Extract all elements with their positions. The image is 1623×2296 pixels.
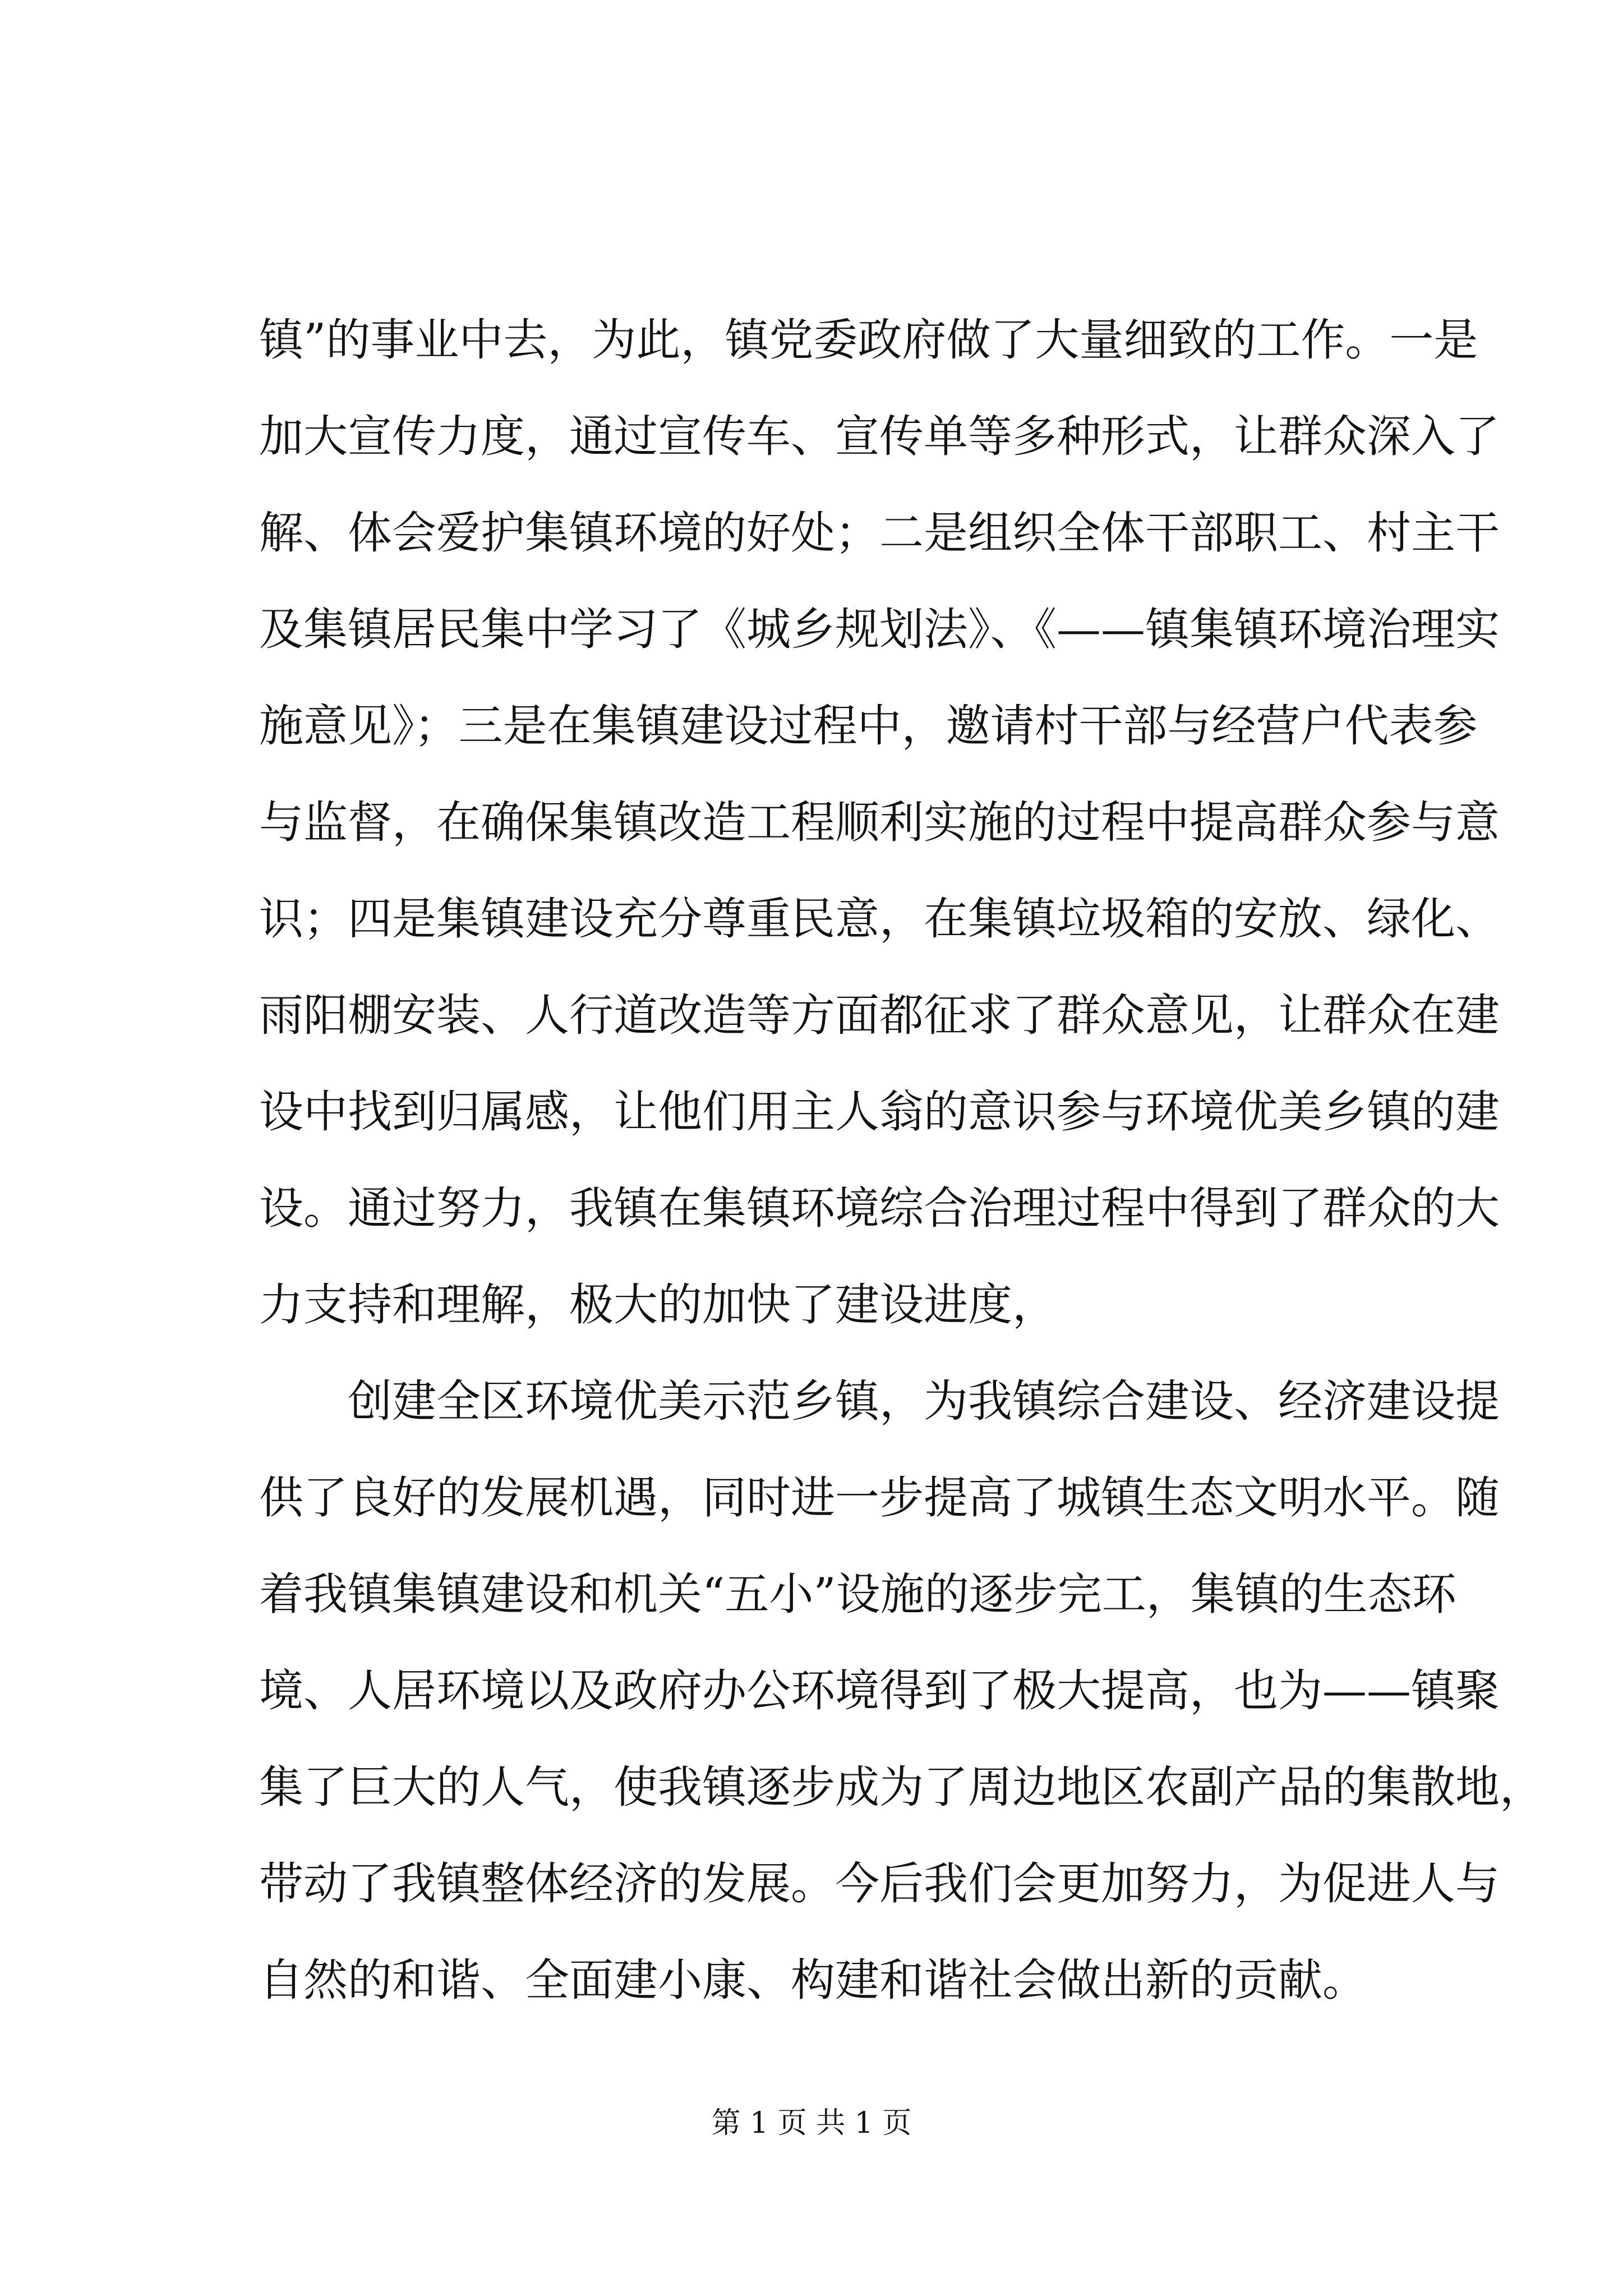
text-line: 境、人居环境以及政府办公环境得到了极大提高，也为——镇聚 [259, 1665, 1500, 1717]
text-line: 力支持和理解，极大的加快了建设进度， [259, 1279, 1057, 1331]
text-line: 集了巨大的人气，使我镇逐步成为了周边地区农副产品的集散地， [259, 1761, 1544, 1813]
text-line: 带动了我镇整体经济的发展。今后我们会更加努力，为促进人与 [259, 1858, 1500, 1910]
text-line: 识；四是集镇建设充分尊重民意，在集镇垃圾箱的安放、绿化、 [259, 893, 1500, 945]
text-line: 设。通过努力，我镇在集镇环境综合治理过程中得到了群众的大 [259, 1182, 1500, 1234]
text-line: 施意见》；三是在集镇建设过程中，邀请村干部与经营户代表参 [259, 700, 1478, 752]
text-line: 解、体会爱护集镇环境的好处；二是组织全体干部职工、村主干 [259, 507, 1500, 559]
text-line: 及集镇居民集中学习了《城乡规划法》、《——镇集镇环境治理实 [259, 604, 1500, 655]
text-line: 镇”的事业中去，为此，镇党委政府做了大量细致的工作。一是 [259, 314, 1478, 366]
body-text [259, 292, 1544, 2028]
text-line: 着我镇集镇建设和机关“五小”设施的逐步完工，集镇的生态环 [259, 1568, 1456, 1620]
text-line: 供了良好的发展机遇，同时进一步提高了城镇生态文明水平。随 [259, 1472, 1500, 1524]
text-line: 设中找到归属感，让他们用主人翁的意识参与环境优美乡镇的建 [259, 1086, 1500, 1138]
text-line: 与监督，在确保集镇改造工程顺利实施的过程中提高群众参与意 [259, 797, 1500, 848]
text-line-paragraph-start: 创建全区环境优美示范乡镇，为我镇综合建设、经济建设提 [348, 1375, 1500, 1427]
page-footer: 第 1 页 共 1 页 [711, 2106, 912, 2140]
text-line: 加大宣传力度，通过宣传车、宣传单等多种形式，让群众深入了 [259, 411, 1500, 462]
text-line: 雨阳棚安装、人行道改造等方面都征求了群众意见，让群众在建 [259, 990, 1500, 1041]
text-line: 自然的和谐、全面建小康、构建和谐社会做出新的贡献。 [259, 1954, 1367, 2006]
